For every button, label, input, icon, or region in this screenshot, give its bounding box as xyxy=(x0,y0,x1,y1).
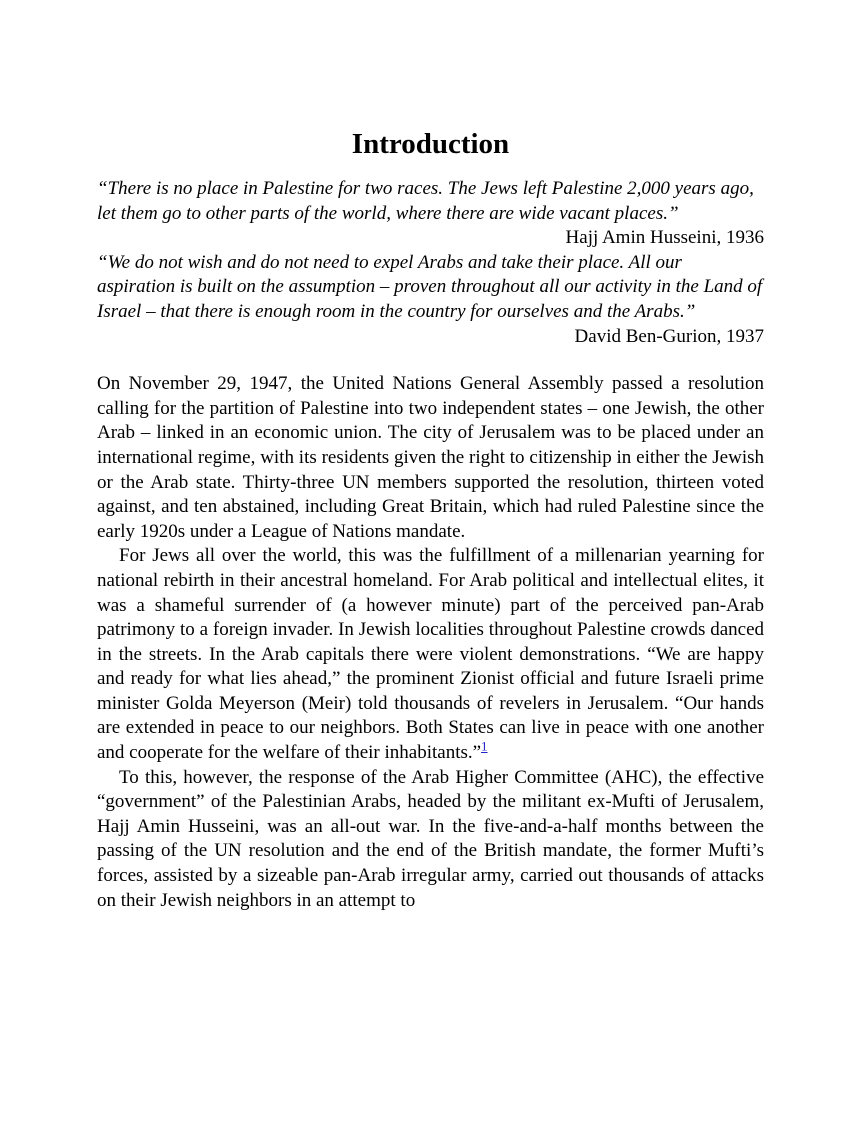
epigraph-attribution-ben-gurion: David Ben-Gurion, 1937 xyxy=(574,325,764,347)
paragraph-text: On November 29, 1947, the United Nations General Assembly passed a resolution calling for the partition of Palestine into two independent states – one Jewish, the other Arab – linked in an economic union. The city of Jerusalem was to be placed under an international regime, with its residents given the right to citizenship in either the Jewish or the Arab state. Thirty-three UN members supported the resolution, thirteen voted against, and ten abstained, including Great Britain, which had ruled Palestine since the early 1920s under a League of Nations mandate. xyxy=(97,373,764,542)
footnote-link-1[interactable]: 1 xyxy=(481,738,488,754)
chapter-title: Introduction xyxy=(351,128,510,160)
epigraph-quote-husseini: “There is no place in Palestine for two races. The Jews left Palestine 2,000 years ago, let them go to other parts of the world, where there are wide vacant places.” xyxy=(97,178,754,224)
paragraph-text: To this, however, the response of the Arab Higher Committee (AHC), the effective “government” of the Palestinian Arabs, headed by the militant ex-Mufti of Jerusalem, Hajj Amin Husseini, was an all-out war. In the five-and-a-half months between the passing of the UN resolution and the end of the British mandate, the former Mufti’s forces, assisted by a sizeable pan-Arab irregular army, carried out thousands of attacks on their Jewish neighbors in an attempt to xyxy=(97,766,764,911)
epigraph-quote-ben-gurion: “We do not wish and do not need to expel Arabs and take their place. All our aspiration is built on the assumption – proven throughout all our activity in the Land of Israel – that there is enough room in the country for ourselves and the Arabs.” xyxy=(97,251,763,322)
body-text xyxy=(97,372,764,913)
footnote-ref xyxy=(481,739,488,754)
paragraph-reactions xyxy=(97,544,764,765)
epigraph-block xyxy=(97,177,764,349)
paragraph-un-resolution xyxy=(97,372,764,544)
epigraph-attribution-husseini: Hajj Amin Husseini, 1936 xyxy=(565,227,764,249)
paragraph-ahc-response xyxy=(97,766,764,914)
paragraph-text: For Jews all over the world, this was the fulfillment of a millenarian yearning for national rebirth in their ancestral homeland. For Arab political and intellectual elites, it was a shameful surrender of (a however minute) part of the perceived pan-Arab patrimony to a foreign invader. In Jewish localities throughout Palestine crowds danced in the streets. In the Arab capitals there were violent demonstrations. “We are happy and ready for what lies ahead,” the prominent Zionist official and future Israeli prime minister Golda Meyerson (Meir) told thousands of revelers in Jerusalem. “Our hands are extended in peace to our neighbors. Both States can live in peace with one another and cooperate for the welfare of their inhabitants.” xyxy=(97,545,764,764)
page-content xyxy=(97,0,764,913)
